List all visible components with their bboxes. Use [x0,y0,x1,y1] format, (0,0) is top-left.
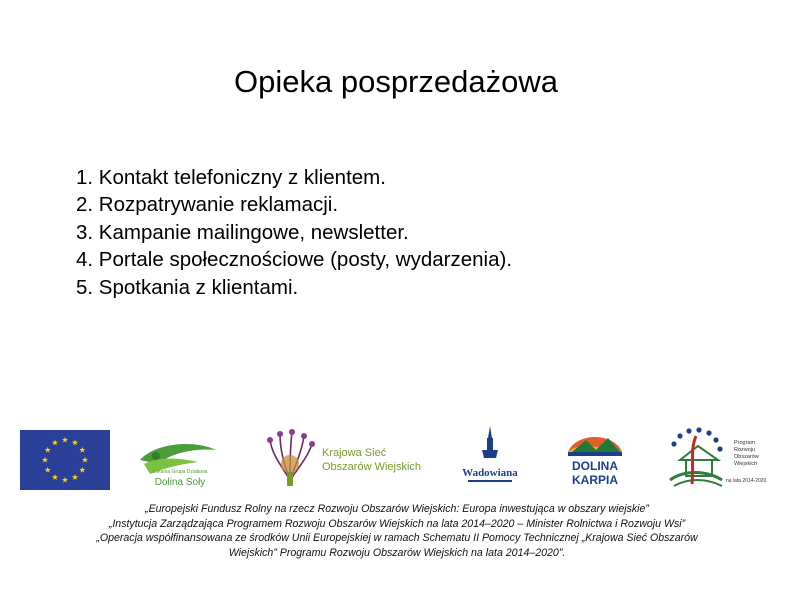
dolina-karpia-logo [562,426,628,492]
list-item: 1. Kontakt telefoniczny z klientem. [76,166,386,189]
karpia-line2: KARPIA [571,473,619,487]
list-item: 2. Rozpatrywanie reklamacji. [76,193,339,217]
lgd-dolina-soly-logo [136,434,226,492]
sponsor-logos-strip [18,424,778,494]
ksow-logo [262,424,432,494]
list-item: 5. Spotkania z klientami. [76,275,299,299]
karpia-line1: DOLINA [572,459,618,473]
ksow-line1: Krajowa Sieć [322,447,387,459]
list-item: 3. Kampanie mailingowe, newsletter. [76,220,409,244]
slide-title: Opieka posprzedażowa [234,64,558,99]
wadowiana-text: Wadowiana [462,467,518,479]
wadowiana-logo [460,424,520,492]
list-item: 4. Portale społecznościowe (posty, wydarzenia). [76,248,513,272]
prow-line5: na lata 2014-2020 [726,478,767,484]
prow-line3: Obszarów [734,454,759,460]
aftersales-list [76,164,512,301]
lgd-small-text: Lokalna Grupa Działania [152,469,208,475]
eu-flag-logo [20,430,110,490]
prow-logo [664,424,774,492]
ksow-line2: Obszarów Wiejskich [322,461,422,473]
footer-line: Wiejskich” Programu Rozwoju Obszarów Wiejskich na lata 2014–2020”. [228,546,566,559]
prow-line4: Wiejskich [734,461,758,467]
footer-line: „Europejski Fundusz Rolny na rzecz Rozwoju Obszarów Wiejskich: Europa inwestująca w obszary wiejskie” [145,503,649,515]
prow-line1: Program [734,440,756,446]
footer-line: „Instytucja Zarządzająca Programem Rozwoju Obszarów Wiejskich na lata 2014–2020 – Minister Rolnictwa i Rozwoju Wsi” [108,517,686,530]
funding-footer [0,502,794,560]
lgd-name-text: Dolina Soły [154,477,206,488]
prow-line2: Rozwoju [734,447,756,453]
footer-line: „Operacja współfinansowana ze środków Unii Europejskiej w ramach Schematu II Pomocy Technicznej „Krajowa Sieć Obszarów [96,532,698,545]
